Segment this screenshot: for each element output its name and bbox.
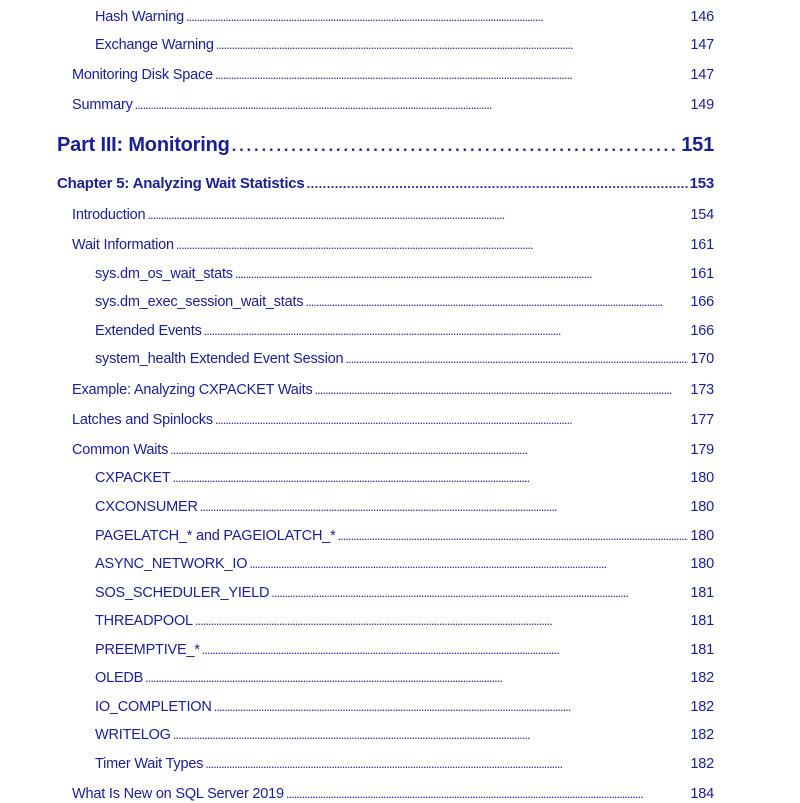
toc-entry-title: sys.dm_exec_session_wait_stats: [95, 294, 304, 310]
dot-leader: [215, 66, 689, 84]
toc-entry-summary[interactable]: [72, 96, 714, 114]
toc-entry-page: 182: [690, 699, 714, 715]
toc-entry-title: CXCONSUMER: [95, 499, 198, 515]
dot-leader: [215, 411, 689, 429]
toc-entry-page: 180: [690, 556, 714, 572]
toc-entry-exchange-warning[interactable]: [95, 36, 714, 54]
toc-entry-title: IO_COMPLETION: [95, 699, 212, 715]
toc-entry-page: 180: [690, 499, 714, 515]
dot-leader: [249, 555, 688, 573]
toc-entry-page: 177: [690, 412, 714, 428]
toc-entry-title: THREADPOOL: [95, 613, 193, 629]
toc-entry-page: 180: [690, 470, 714, 486]
toc-entry-title: Hash Warning: [95, 9, 184, 25]
toc-entry-page: 180: [690, 528, 714, 544]
toc-entry-page: 153: [689, 175, 714, 192]
toc-entry-page: 179: [690, 442, 714, 458]
toc-entry-title: Monitoring Disk Space: [72, 67, 213, 83]
toc-entry-system-health[interactable]: [95, 350, 714, 368]
toc-entry-dm-os-wait-stats[interactable]: [95, 265, 714, 283]
toc-entry-wait-information[interactable]: [72, 236, 714, 254]
toc-entry-page: 182: [690, 756, 714, 772]
toc-chapter-title: Chapter 5: Analyzing Wait Statistics: [57, 175, 305, 192]
toc-entry-page: 161: [690, 266, 714, 282]
toc-entry-title: PREEMPTIVE_*: [95, 642, 200, 658]
toc-entry-page: 182: [690, 670, 714, 686]
toc-entry-title: Exchange Warning: [95, 37, 214, 53]
toc-entry-dm-exec-session-wait-stats[interactable]: [95, 293, 714, 311]
dot-leader: [145, 669, 688, 687]
dot-leader: [172, 469, 688, 487]
toc-entry-title: Summary: [72, 97, 133, 113]
toc-entry-page: 149: [690, 97, 714, 113]
toc-entry-common-waits[interactable]: [72, 441, 714, 459]
dot-leader: [235, 265, 689, 283]
toc-entry-page: 161: [690, 237, 714, 253]
toc-part-title: Part III: Monitoring: [57, 134, 230, 156]
toc-entry-part-3[interactable]: [57, 133, 714, 158]
dot-leader: [338, 527, 689, 545]
toc-entry-page: 184: [690, 786, 714, 802]
toc-entry-timer-wait-types[interactable]: [95, 755, 714, 773]
toc-entry-hash-warning[interactable]: [95, 8, 714, 26]
toc-entry-page: 151: [681, 134, 714, 156]
dot-leader: [186, 8, 688, 26]
dot-leader: [170, 441, 688, 459]
toc-entry-title: Wait Information: [72, 237, 174, 253]
toc-entry-preemptive[interactable]: [95, 641, 714, 659]
dot-leader: [345, 350, 688, 368]
toc-entry-io-completion[interactable]: [95, 698, 714, 716]
toc-entry-page: 173: [690, 382, 714, 398]
toc-entry-threadpool[interactable]: [95, 612, 714, 630]
toc-entry-page: 182: [690, 727, 714, 743]
dot-leader: [305, 293, 688, 311]
toc-entry-writelog[interactable]: [95, 726, 714, 744]
toc-entry-page: 147: [690, 37, 714, 53]
dot-leader: [147, 206, 688, 224]
toc-entry-sos-scheduler-yield[interactable]: [95, 584, 714, 602]
toc-entry-title: OLEDB: [95, 670, 144, 686]
dot-leader: [315, 381, 689, 399]
toc-entry-cxpacket-example[interactable]: [72, 381, 714, 399]
toc-entry-title: Introduction: [72, 207, 146, 223]
toc-entry-async-network-io[interactable]: [95, 555, 714, 573]
toc-entry-cxpacket[interactable]: [95, 469, 714, 487]
dot-leader: [195, 612, 688, 630]
toc-entry-title: system_health Extended Event Session: [95, 351, 344, 367]
toc-entry-page: 166: [690, 294, 714, 310]
dot-leader: [176, 236, 689, 254]
toc-entry-title: Example: Analyzing CXPACKET Waits: [72, 382, 313, 398]
toc-entry-title: Latches and Spinlocks: [72, 412, 213, 428]
toc-entry-chapter-5[interactable]: [57, 175, 714, 193]
toc-entry-latches-spinlocks[interactable]: [72, 411, 714, 429]
toc-entry-title: Common Waits: [72, 442, 169, 458]
toc-entry-page: 147: [690, 67, 714, 83]
toc-entry-monitoring-disk-space[interactable]: [72, 66, 714, 84]
dot-leader: [214, 698, 689, 716]
dot-leader: [202, 641, 689, 659]
dot-leader: [200, 498, 689, 516]
toc-entry-title: CXPACKET: [95, 470, 171, 486]
dot-leader: [286, 785, 689, 803]
toc-entry-pagelatch[interactable]: [95, 527, 714, 545]
toc-entry-page: 154: [690, 207, 714, 223]
dot-leader: [173, 726, 689, 744]
toc-entry-introduction[interactable]: [72, 206, 714, 224]
toc-entry-page: 146: [690, 9, 714, 25]
dot-leader: [271, 584, 688, 602]
toc-entry-page: 181: [690, 642, 714, 658]
dot-leader: [232, 133, 680, 158]
toc-entry-page: 181: [690, 585, 714, 601]
toc-entry-cxconsumer[interactable]: [95, 498, 714, 516]
toc-entry-title: WRITELOG: [95, 727, 171, 743]
dot-leader: [204, 322, 689, 340]
toc-entry-oledb[interactable]: [95, 669, 714, 687]
toc-entry-title: ASYNC_NETWORK_IO: [95, 556, 248, 572]
dot-leader: [205, 755, 688, 773]
toc-entry-title: Timer Wait Types: [95, 756, 204, 772]
toc-entry-page: 166: [690, 323, 714, 339]
dot-leader: [135, 96, 689, 114]
toc-entry-title: What Is New on SQL Server 2019: [72, 786, 284, 802]
toc-entry-page: 170: [690, 351, 714, 367]
toc-entry-extended-events[interactable]: [95, 322, 714, 340]
toc-entry-title: SOS_SCHEDULER_YIELD: [95, 585, 270, 601]
toc-entry-page: 181: [690, 613, 714, 629]
toc-entry-title: Extended Events: [95, 323, 202, 339]
toc-entry-title: sys.dm_os_wait_stats: [95, 266, 233, 282]
toc-entry-title: PAGELATCH_* and PAGEIOLATCH_*: [95, 528, 336, 544]
dot-leader: [307, 175, 688, 193]
toc-entry-whats-new-2019[interactable]: [72, 785, 714, 803]
dot-leader: [216, 36, 689, 54]
